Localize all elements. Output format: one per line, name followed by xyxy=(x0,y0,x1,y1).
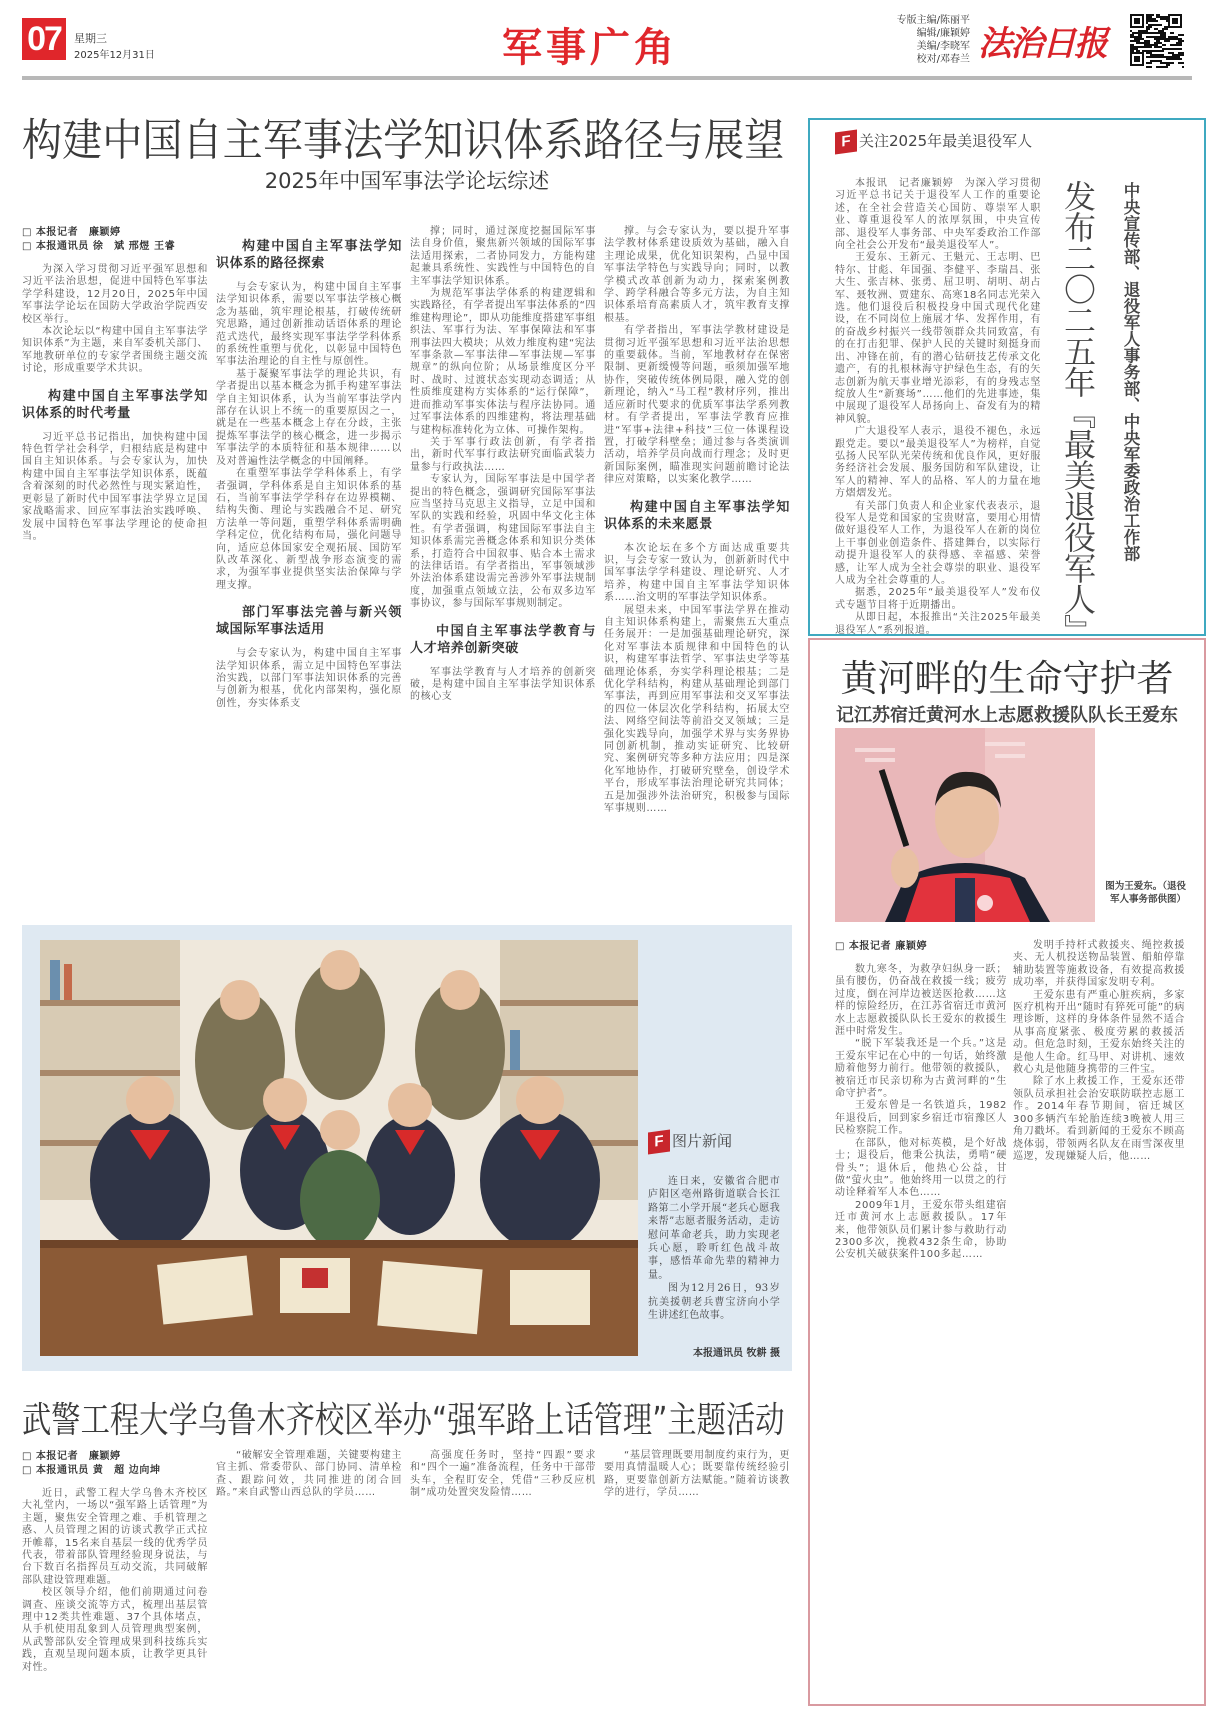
photo-news-label-text: 图片新闻 xyxy=(672,1132,733,1150)
main-headline: 构建中国自主军事法学知识体系路径与展望 xyxy=(22,115,785,166)
paragraph: 撑。与会专家认为，要以提升军事法学教材体系建设质效为基础，融入自主理论成果，优化知识架构，凸显中国军事法学特色与实践导向；同时，以教学模式改革创新为动力，探索案例教学、跨学科融合等多元方法，为自主知识体系培育高素质人才，筑牢教育支撑根基。 xyxy=(604,226,790,324)
portrait-photo xyxy=(835,728,1095,922)
article-column xyxy=(22,226,208,916)
spacer xyxy=(835,954,1007,964)
editor-credit: 编辑/廉颖婷 xyxy=(916,28,970,39)
paragraph: 发明手持杆式救援夹、绳控救援夹、无人机投送物品装置、船舶停靠辅助装置等施救设备，有效提高救援成功率，并获得国家发明专利。 xyxy=(1013,940,1185,989)
paragraph: 撑；同时，通过深度挖掘国际军事法自身价值，聚焦新兴领域的国际军事法适用探索，二者协同发力，方能构建起兼具系统性、实践性与中国特色的自主军事法学知识体系。 xyxy=(410,226,596,287)
paragraph: 据悉，2025年“最美退役军人”发布仪式专题节目将于近期播出。 xyxy=(835,587,1041,611)
veterans-news-text xyxy=(835,178,1041,636)
section-heading: 构建中国自主军事法学知识体系的时代考量 xyxy=(22,388,208,421)
article-column xyxy=(835,940,1007,1700)
article-column xyxy=(604,1450,790,1705)
photo-news-label xyxy=(648,1130,732,1153)
header-divider xyxy=(22,76,1192,80)
paragraph: 校区领导介绍，他们前期通过问卷调查、座谈交流等方式，梳理出基层管理中12类共性难题、37个具体堵点，从手机使用乱象到人员管理典型案例，从武警部队安全管理成果到科技练兵实践，直观呈现问题本质，让教学更具针对性。 xyxy=(22,1587,208,1673)
byline: □ 本报记者 廉颖婷 xyxy=(22,226,208,240)
paragraph: “脱下军装我还是一个兵。”这是王爱东牢记在心中的一句话，始终激励着他努力前行。他带领的救援队，被宿迁市民亲切称为古黄河畔的“生命守护者”。 xyxy=(835,1038,1007,1100)
portrait-caption: 图为王爱东。（退役军人事务部供图） xyxy=(1105,881,1186,905)
paragraph: “基层管理既要用制度约束行为，更要用真情温暖人心；既要靠传统经验引路，更要靠创新方法赋能。”随着访谈教学的进行，学员…… xyxy=(604,1450,790,1499)
profile-subtitle: 记江苏宿迁黄河水上志愿救援队队长王爱东 xyxy=(836,705,1178,726)
paragraph: 数九寒冬，为救孕妇纵身一跃；虽有腰伤，仍奋战在救援一线；疲劳过度，倒在河岸边被送医抢救……这样的惊险经历，在江苏省宿迁市黄河水上志愿救援队队长王爱东的救援生涯中时常发生。 xyxy=(835,964,1007,1038)
byline: □ 本报通讯员 徐 斌 邢煜 王睿 xyxy=(22,240,208,254)
editor-credit: 专版主编/陈丽平 xyxy=(896,15,970,26)
paragraph: “破解安全管理难题，关键要构建主官主抓、常委带队、部门协同、清单检查、跟踪问效，共同推进的闭合回路。”来自武警山西总队的学员…… xyxy=(216,1450,402,1499)
paragraph: 在部队，他对标英模，是个好战士；退役后，他秉公执法，勇啃“硬骨头”；退休后，他热心公益，甘做“萤火虫”。他始终用一以贯之的行动诠释着军人本色…… xyxy=(835,1137,1007,1199)
page-number: 07 xyxy=(22,18,66,60)
paragraph: 关于军事行政法创新，有学者指出，新时代军事行政法研究面临武装力量参与行政执法…… xyxy=(410,436,596,473)
paragraph: 王爱东患有严重心脏疾病，多家医疗机构开出“随时有猝死可能”的病理诊断，这样的身体条件显然不适合从事高度紧张、极度劳累的救援活动。但危急时刻，王爱东始终关注的是他人生命。红马甲、对讲机、速效救心丸是他随身携带的三件宝。 xyxy=(1013,989,1185,1076)
paragraph: 与会专家认为，构建中国自主军事法学知识体系，需立足中国特色军事法治实践，以部门军事法知识体系的完善与创新为根基，优化内部架构，强化原创性，夯实体系支 xyxy=(216,648,402,709)
qr-code-icon xyxy=(1130,14,1184,68)
paragraph: 军事法学教育与人才培养的创新突破，是构建中国自主军事法学知识体系的核心支 xyxy=(410,666,596,703)
article-column xyxy=(216,1450,402,1705)
photo-news-caption xyxy=(648,1175,780,1322)
veterans-headline: 发布二〇二五年『最美退役军人』 xyxy=(1059,180,1097,645)
article-column xyxy=(22,1450,208,1705)
paragraph: 本次论坛在多个方面达成重要共识，与会专家一致认为，创新新时代中国军事法学学科建设、理论研究、人才培养，构建中国自主军事法学知识体系……治文明的军事法学知识体系。 xyxy=(604,542,790,604)
section-heading: 中国自主军事法学教育与人才培养创新突破 xyxy=(410,623,596,656)
article-column xyxy=(410,226,596,916)
editor-credit: 校对/邓春兰 xyxy=(916,54,970,65)
paragraph: 高强度任务时，坚持“四跟”要求和“四个一遍”准备流程，任务中干部带头车，全程盯安全，凭借“三秒反应机制”成功处置突发险情…… xyxy=(410,1450,596,1499)
paragraph: 王爱东、王新元、王魁元、王志明、巴特尔、甘彪、年国强、李健平、李瑞昌、张大生、张吉林、张勇、屈卫明、胡明、胡占军、聂牧洲、贾建东、高寒18名同志光荣入选。他们退役后积极投身中国式现代化建设，在不同岗位上施展才华、发挥作用，有的奋战乡村振兴一线带领群众共同致富，有的在打击犯罪、保护人民的关键时刻挺身而出、冲锋在前，有的潜心钻研技艺传承文化遗产，有的扎根林海守护绿色生态，有的矢志创新为航天事业增光添彩，有的身残志坚绽放人生“新赛场”……他们的先进事迹，集中展现了退役军人昂扬向上、奋发有为的精神风貌。 xyxy=(835,252,1041,425)
paragraph: 本次论坛以“构建中国自主军事法学知识体系”为主题，来自军委机关部门、军地教研单位的专家学者围绕主题交流讨论，形成重要学术共识。 xyxy=(22,326,208,375)
f-logo-icon: F xyxy=(835,129,857,154)
paragraph: 近日，武警工程大学乌鲁木齐校区大礼堂内，一场以“强军路上话管理”为主题，聚焦安全管理之难、手机管理之惑、人员管理之困的访谈式教学正式拉开帷幕，15名来自基层一线的优秀学员代表，带着部队管理经验现身说法，与台下数百名指挥员互动交流，共同破解部队建设管理难题。 xyxy=(22,1488,208,1586)
section-title: 军事广角 xyxy=(502,25,678,71)
news-photo xyxy=(40,940,638,1356)
spacer xyxy=(22,254,208,264)
editor-credit: 美编/李晓军 xyxy=(916,41,970,52)
series-label xyxy=(835,130,1032,153)
paragraph: 除了水上救援工作，王爱东还带领队员承担社会治安联防联控志愿工作。2014年春节期间，宿迁城区300多辆汽车轮胎连续3晚被人用三角刀戳坏。看到新闻的王爱东不顾高烧体弱，带领两名队友在雨雪深夜里巡逻，发现嫌疑人后，他…… xyxy=(1013,1076,1185,1162)
byline: □ 本报记者 廉颖婷 xyxy=(835,940,1007,954)
article-column xyxy=(410,1450,596,1705)
article-column xyxy=(1013,940,1185,1700)
photo-credit: 本报通讯员 牧耕 摄 xyxy=(693,1348,780,1359)
paragraph: 本报讯 记者廉颖婷 为深入学习贯彻习近平总书记关于退役军人工作的重要论述，在全社会营造关心国防、尊崇军人职业、尊重退役军人的浓厚氛围，中央宣传部、退役军人事务部、中央军委政治工作部向全社会公开发布“最美退役军人”。 xyxy=(835,178,1041,252)
paragraph: 从即日起，本报推出“关注2025年最美退役军人”系列报道。 xyxy=(835,612,1041,636)
bottom-headline: 武警工程大学乌鲁木齐校区举办“强军路上话管理”主题活动 xyxy=(22,1400,785,1441)
byline: □ 本报记者 廉颖婷 xyxy=(22,1450,208,1464)
paragraph: 与会专家认为，构建中国自主军事法学知识体系，需要以军事法学核心概念为基础，筑牢理论根基，打破传统研究思路，通过创新推动话语体系的理论范式迭代，最终实现军事法学学科体系的系统性重塑与优化，以彰显中国特色军事法治理论的自主性与原创性。 xyxy=(216,282,402,368)
caption-paragraph: 连日来，安徽省合肥市庐阳区亳州路街道联合长江路第二小学开展“老兵心愿我来帮”志愿者服务活动，走访慰问革命老兵，助力实现老兵心愿，聆听红色战斗故事，感悟革命先辈的精神力量。 xyxy=(648,1176,780,1281)
paragraph: 展望未来，中国军事法学界在推动自主知识体系构建上，需聚焦五大重点任务展开：一是加强基础理论研究，深化对军事法本质规律和中国特色的认识，构建军事法哲学、军事法史学等基础理论体系，夯实学科理论根基；二是优化学科结构，构建从基础理论到部门军事法，再到应用军事法和交叉军事法的四位一体层次化学科结构，拓展太空法、网络空间法等前沿交叉领域；三是强化实践导向，加强学术界与实务界协同创新机制，推动实证研究、比较研究、案例研究等多种方法应用；四是深化军地协作，打破研究壁垒，创设学术平台，形成军事法治理论研究共同体；五是加强涉外法治研究，积极参与国际军事规则…… xyxy=(604,604,790,815)
paragraph: 习近平总书记指出，加快构建中国特色哲学社会科学，归根结底是构建中国自主知识体系。与会专家认为，加快构建中国自主军事法学知识体系，既蕴含着深刻的时代必然性与现实紧迫性，更彰显了新时代中国军事法学界立足国家战略需求、回应军事法治实践呼唤、发展中国特色军事法学理论的使命担当。 xyxy=(22,431,208,542)
paragraph: 在重塑军事法学学科体系上，有学者强调，学科体系是自主知识体系的基石，当前军事法学学科存在边界模糊、结构失衡、理论与实践融合不足、研究方法单一等问题，重塑学科体系需明确学科定位，优化结构布局，强化问题导向，适应总体国家安全观拓展、国防军队改革深化、新型战争形态演变的需求，为强军事业提供坚实法治保障与学理支撑。 xyxy=(216,468,402,591)
issue-date: 2025年12月31日 xyxy=(74,50,155,61)
profile-headline: 黄河畔的生命守护者 xyxy=(840,657,1174,700)
paragraph: 2009年1月，王爱东带头组建宿迁市黄河水上志愿救援队。17年来，他带领队员们累计参与救助行动2300多次，挽救432条生命，协助公安机关破获案件100多起…… xyxy=(835,1199,1007,1261)
paragraph: 为规范军事法学体系的构建逻辑和实践路径，有学者提出军事法体系的“四维建构理论”，即从功能维度搭建军事组织法、军事行为法、军事保障法和军事刑事法四大模块；从效力维度构建“宪法军事条款—军事法律—军事法规—军事规章”的纵向位阶；从场景维度区分平时、战时、过渡状态实现动态调适；从性质维度建构方实体系的“运行保障”，进而推动军事实体法与程序法协同。通过军事法体系的四维建构，将法理基础与建构标准转化为立体、可操作架构。 xyxy=(410,288,596,436)
paragraph: 有关部门负责人和企业家代表表示，退役军人是党和国家的宝贵财富，要用心用情做好退役军人工作，为退役军人在新的岗位上干事创业创造条件、搭建舞台，以实际行动提升退役军人的获得感、幸福感、荣誉感，让军人成为全社会尊崇的职业、退役军人成为全社会尊重的人。 xyxy=(835,500,1041,586)
paragraph: 有学者指出，军事法学教材建设是贯彻习近平强军思想和习近平法治思想的重要载体。当前，军地教材存在保密限制、更新缓慢等问题，亟须加强军地协作，突破传统体例局限，融入党的创新理论，纳入“马工程”教材序列，推出适应新时代要求的优质军事法学系列教材。有学者提出，军事法学教育应推进“军事+法律+科技”三位一体课程设置，打破学科壁垒；通过参与各类演训活动，培养学员向战而行理念；及时更新国际案例，瞄准现实问题前瞻讨论法律应对策略，以实案化教学…… xyxy=(604,325,790,486)
spacer xyxy=(22,1478,208,1488)
series-label-text: 关注2025年最美退役军人 xyxy=(859,132,1033,150)
section-heading: 部门军事法完善与新兴领域国际军事法适用 xyxy=(216,605,402,638)
caption-paragraph: 图为12月26日，93岁抗美援朝老兵曹宝济向小学生讲述红色故事。 xyxy=(648,1283,780,1322)
paragraph: 专家认为，国际军事法是中国学者提出的特色概念，强调研究国际军事法应当坚持马克思主义指导，立足中国和军队的实践和经验，巩固中华文化主体性。有学者强调，构建国际军事法自主知识体系需完善概念体系和知识分类体系，打造符合中国叙事、贴合本土需求的法律话语。有学者指出，军事领域涉外法治体系建设需完善涉外军事法规制度，加强重点领域立法，公布双多边军事协议，参与国际军事规则制定。 xyxy=(410,474,596,610)
veterans-kicker: 中央宣传部、退役军人事务部、中央军委政治工作部 xyxy=(1121,182,1140,562)
paragraph: 为深入学习贯彻习近平强军思想和习近平法治思想，促进中国特色军事法学学科建设，12月20日，2025年中国军事法学论坛在国防大学政治学院西安校区举行。 xyxy=(22,264,208,325)
paragraph: 王爱东曾是一名铁道兵，1982年退役后，回到家乡宿迁市宿豫区人民检察院工作。 xyxy=(835,1100,1007,1137)
section-heading: 构建中国自主军事法学知识体系的路径探索 xyxy=(216,239,402,271)
weekday: 星期三 xyxy=(74,32,107,45)
section-heading: 构建中国自主军事法学知识体系的未来愿景 xyxy=(604,499,790,532)
article-column xyxy=(604,226,790,916)
article-column xyxy=(216,226,402,916)
paragraph: 基于凝聚军事法学的理论共识，有学者提出以基本概念为抓手构建军事法学自主知识体系，认为当前军事法学内部存在认识上不统一的重要原因之一，就是在一些基本概念上存在分歧，主张提炼军事法学的核心概念，进一步揭示军事法学的本质特征和基本规律……以及对普遍性法学概念的中国阐释。 xyxy=(216,368,402,467)
f-logo-icon: F xyxy=(648,1129,670,1154)
byline: □ 本报通讯员 黄 超 边向坤 xyxy=(22,1464,208,1478)
main-subtitle: 2025年中国军事法学论坛综述 xyxy=(264,169,550,193)
editor-credits xyxy=(880,14,970,66)
newspaper-logo: 法治日报 xyxy=(978,24,1106,64)
paragraph: 广大退役军人表示，退役不褪色，永远跟党走。要以“最美退役军人”为榜样，自觉弘扬人民军队光荣传统和优良作风，更好服务经济社会发展、服务国防和军队建设，让军人的精神、军人的品格、军人的力量在地方熠熠发光。 xyxy=(835,426,1041,500)
